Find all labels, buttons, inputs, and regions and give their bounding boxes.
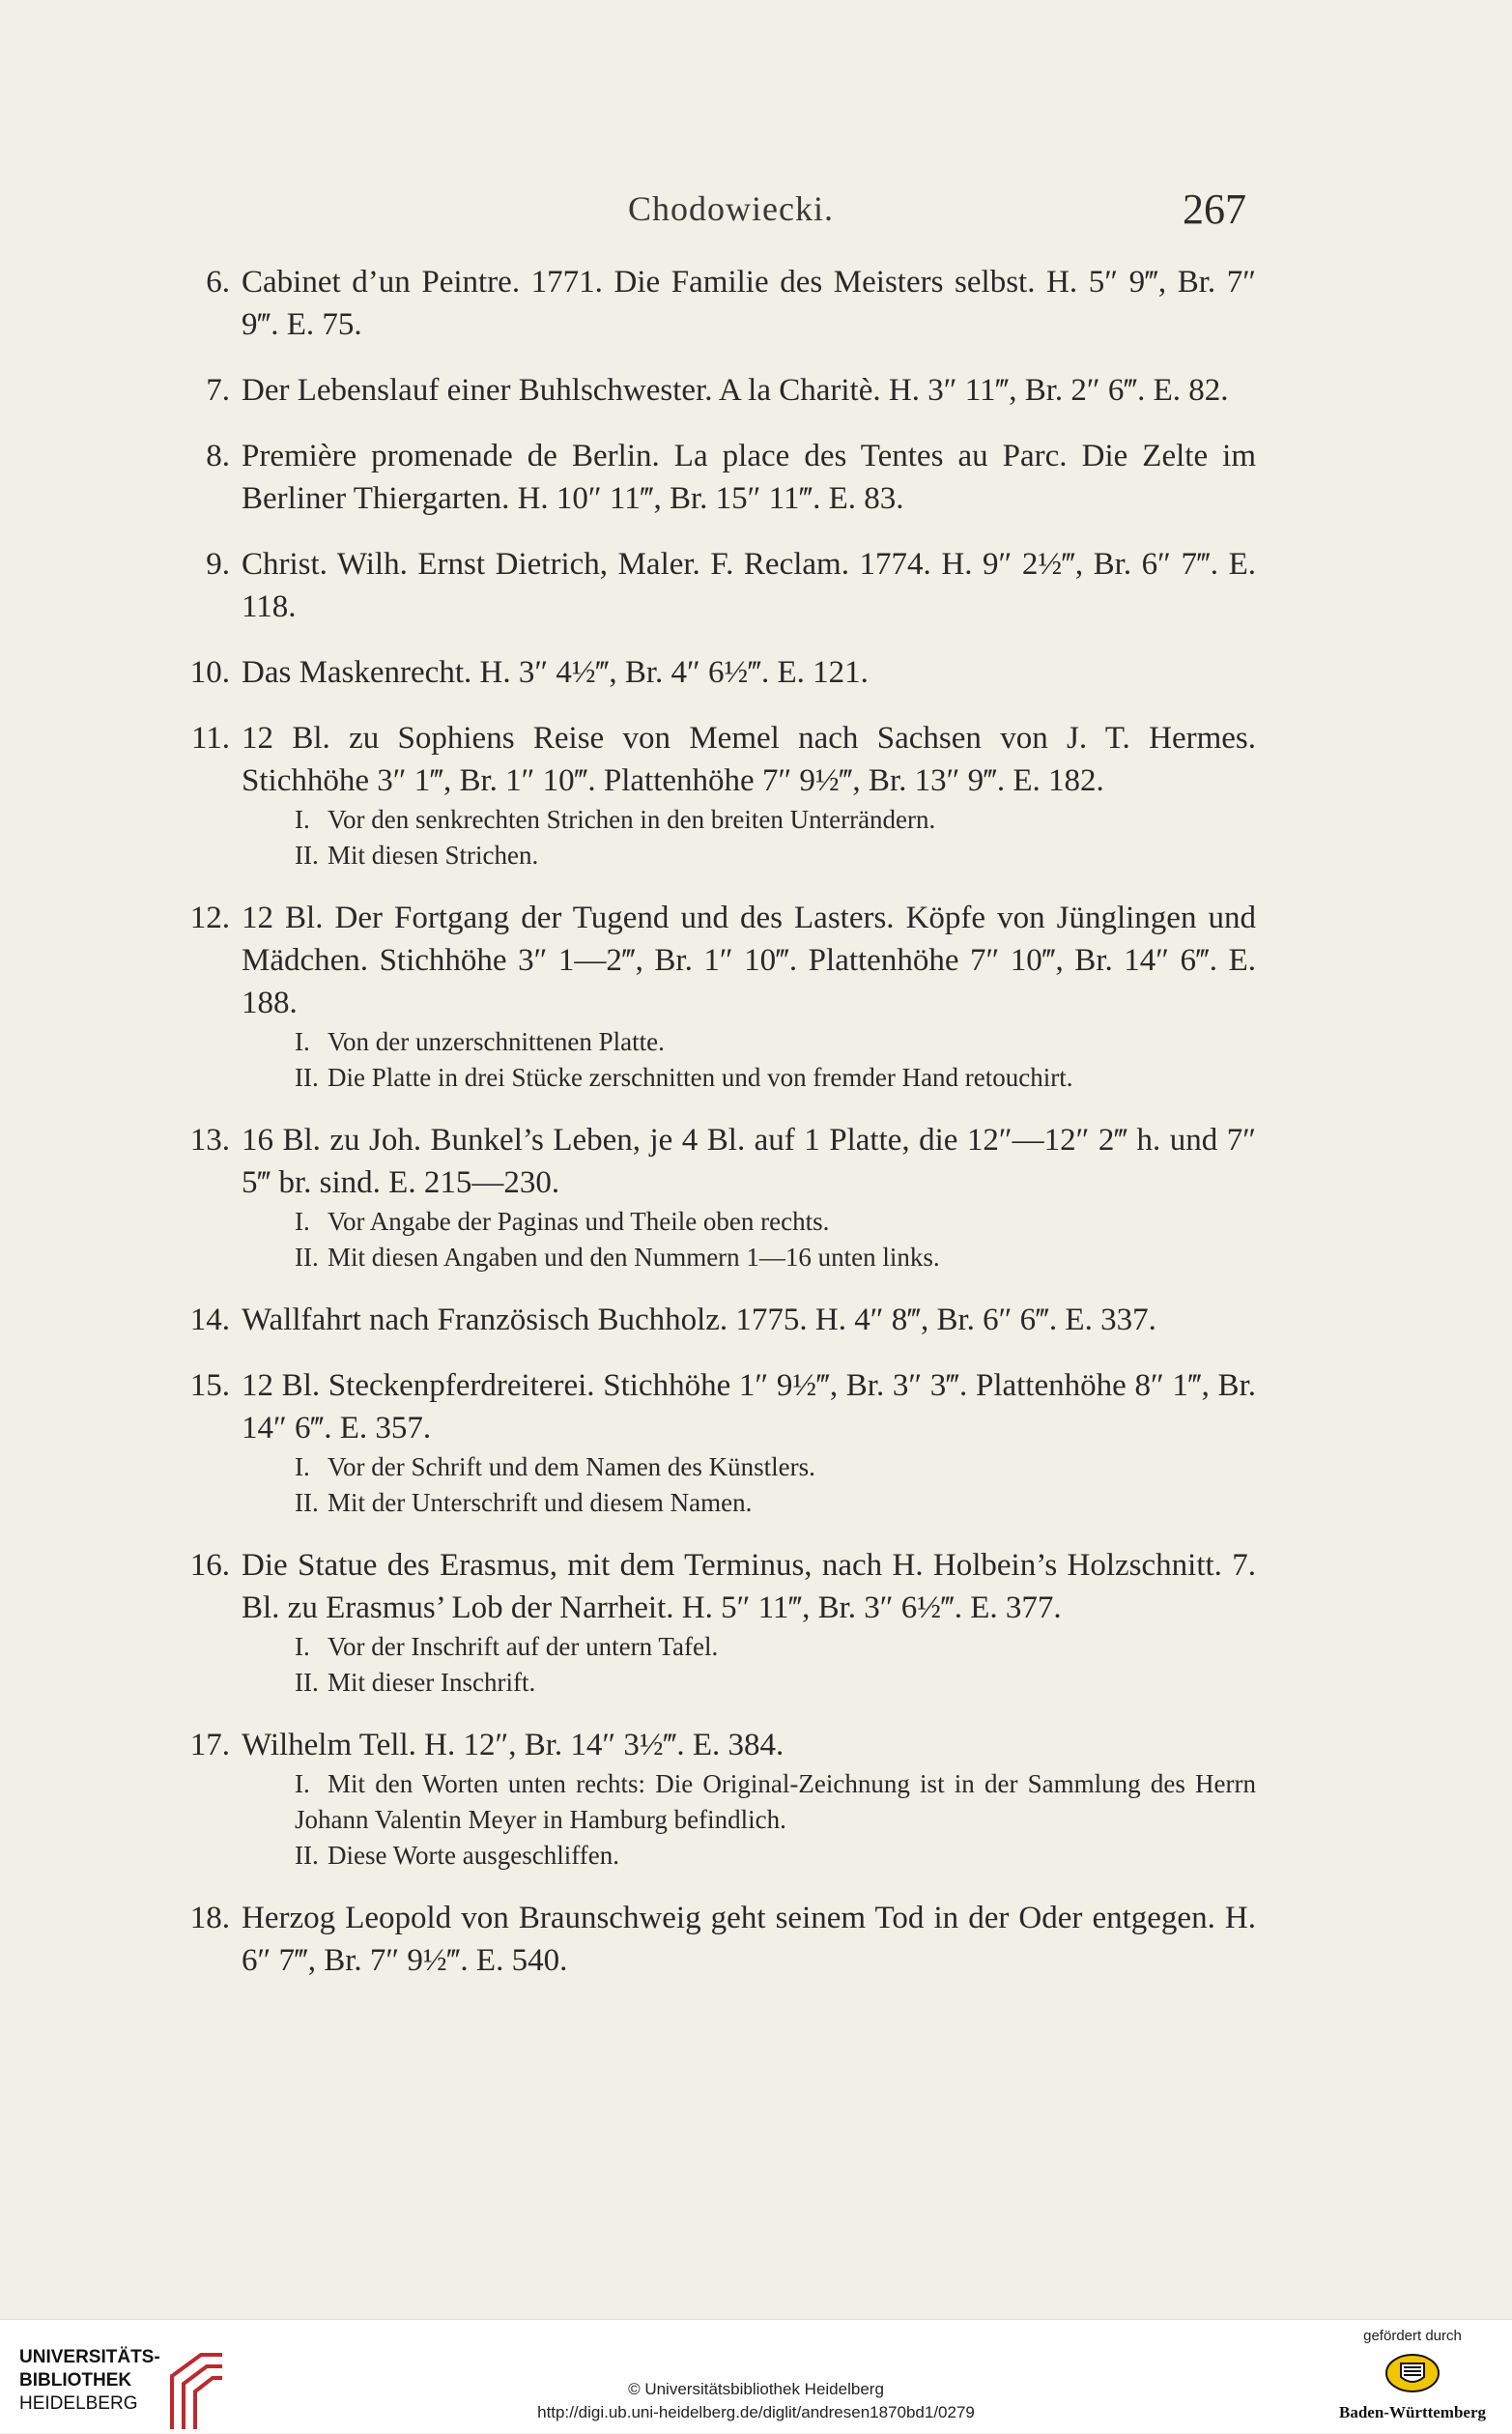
state-numeral: I.	[295, 1452, 310, 1481]
page-number: 267	[1183, 186, 1246, 233]
entry-number: 16.	[189, 1548, 230, 1583]
catalogue-entry	[164, 1544, 1256, 1701]
library-name-line1: UNIVERSITÄTS-	[19, 2347, 160, 2367]
state-description: Mit den Worten unten rechts: Die Original-Zeichnung ist in der Sammlung des Herrn Johann Valentin Meyer in Hamburg befindlich.	[295, 1769, 1256, 1834]
catalogue-entry	[164, 1299, 1256, 1341]
running-title: Chodowiecki.	[628, 189, 834, 228]
catalogue-entry	[164, 369, 1256, 412]
entry-number: 8.	[206, 439, 230, 473]
funded-by-label: gefördert durch	[1363, 2328, 1462, 2344]
library-name-line2: BIBLIOTHEK	[19, 2370, 132, 2391]
state-numeral: II.	[295, 1063, 319, 1092]
entry-description: Cabinet d’un Peintre. 1771. Die Familie des Meisters selbst. H. 5″ 9‴, Br. 7″ 9‴. E. 75.	[242, 265, 1256, 342]
state-numeral: II.	[295, 1243, 319, 1272]
print-state	[295, 1060, 1256, 1096]
catalogue-entry	[164, 651, 1256, 694]
state-numeral: II.	[295, 1488, 319, 1517]
print-state	[295, 1024, 1256, 1060]
entry-number: 14.	[189, 1303, 230, 1337]
entry-number: 11.	[190, 721, 230, 756]
catalogue-entries	[164, 261, 1256, 2005]
print-state	[295, 1665, 1256, 1701]
print-state	[295, 1240, 1256, 1275]
state-description: Von der unzerschnittenen Platte.	[328, 1027, 665, 1056]
state-numeral: I.	[295, 1769, 310, 1798]
funder-logo	[1330, 2328, 1495, 2429]
catalogue-entry	[164, 543, 1256, 628]
entry-description: Herzog Leopold von Braunschweig geht seinem Tod in der Oder entgegen. H. 6″ 7‴, Br. 7″ 9½‴. E. 540.	[242, 1901, 1256, 1978]
state-numeral: I.	[295, 1027, 310, 1056]
state-description: Vor der Inschrift auf der untern Tafel.	[328, 1632, 719, 1661]
entry-description: 12 Bl. zu Sophiens Reise von Memel nach Sachsen von J. T. Hermes. Stichhöhe 3″ 1‴, Br. 1″ 10‴. Plattenhöhe 7″ 9½‴, Br. 13″ 9‴. E. 182.	[242, 721, 1256, 798]
entry-description: 12 Bl. Der Fortgang der Tugend und des Lasters. Köpfe von Jünglingen und Mädchen. Stichhöhe 3″ 1—2‴, Br. 1″ 10‴. Plattenhöhe 7″ 10‴, Br. 14″ 6‴. E. 188.	[242, 901, 1256, 1020]
state-numeral: I.	[295, 805, 310, 834]
funder-name: Baden-Württemberg	[1338, 2403, 1487, 2421]
catalogue-entry	[164, 1364, 1256, 1521]
state-description: Mit diesen Strichen.	[328, 841, 539, 870]
library-name-line3: HEIDELBERG	[19, 2393, 138, 2414]
entry-description: 12 Bl. Steckenpferdreiterei. Stichhöhe 1″ 9½‴, Br. 3″ 3‴. Plattenhöhe 8″ 1‴, Br. 14″ 6‴. E. 357.	[242, 1368, 1256, 1446]
state-description: Mit diesen Angaben und den Nummern 1—16 unten links.	[328, 1243, 940, 1272]
entry-number: 12.	[189, 901, 230, 935]
state-numeral: II.	[295, 1668, 319, 1697]
entry-description: Wilhelm Tell. H. 12″, Br. 14″ 3½‴. E. 384.	[242, 1728, 785, 1762]
state-numeral: I.	[295, 1632, 310, 1661]
catalogue-entry	[164, 435, 1256, 520]
entry-number: 13.	[189, 1123, 230, 1158]
state-description: Vor der Schrift und dem Namen des Künstlers.	[328, 1452, 815, 1481]
permalink[interactable]: http://digi.ub.uni-heidelberg.de/diglit/andresen1870bd1/0279	[537, 2403, 975, 2421]
entry-description: Die Statue des Erasmus, mit dem Terminus, nach H. Holbein’s Holzschnitt. 7. Bl. zu Erasmus’ Lob der Narrheit. H. 5″ 11‴, Br. 3″ 6½‴. E. 377.	[242, 1548, 1256, 1625]
state-description: Mit der Unterschrift und diesem Namen.	[328, 1488, 753, 1517]
entry-number: 7.	[206, 373, 230, 408]
digitization-footer	[0, 2319, 1512, 2433]
catalogue-entry	[164, 1724, 1256, 1874]
page-header	[242, 188, 1246, 237]
print-state	[295, 802, 1256, 838]
print-state	[295, 1838, 1256, 1874]
entry-number: 10.	[189, 655, 230, 690]
state-numeral: II.	[295, 841, 319, 870]
state-description: Mit dieser Inschrift.	[328, 1668, 536, 1697]
entry-description: Das Maskenrecht. H. 3″ 4½‴, Br. 4″ 6½‴. E. 121.	[242, 655, 869, 690]
catalogue-entry	[164, 717, 1256, 873]
entry-number: 17.	[189, 1728, 230, 1762]
entry-description: Wallfahrt nach Französisch Buchholz. 1775. H. 4″ 8‴, Br. 6″ 6‴. E. 337.	[242, 1303, 1156, 1337]
catalogue-entry	[164, 897, 1256, 1096]
state-description: Diese Worte ausgeschliffen.	[328, 1841, 619, 1870]
state-numeral: II.	[295, 1841, 319, 1870]
entry-number: 18.	[189, 1901, 230, 1935]
state-numeral: I.	[295, 1207, 310, 1236]
state-description: Vor den senkrechten Strichen in den breiten Unterrändern.	[328, 805, 936, 834]
entry-number: 9.	[206, 547, 230, 582]
print-state	[295, 1485, 1256, 1521]
entry-description: Première promenade de Berlin. La place des Tentes au Parc. Die Zelte im Berliner Thiergarten. H. 10″ 11‴, Br. 15″ 11‴. E. 83.	[242, 439, 1256, 516]
entry-number: 15.	[189, 1368, 230, 1403]
entry-description: 16 Bl. zu Joh. Bunkel’s Leben, je 4 Bl. auf 1 Platte, die 12″—12″ 2‴ h. und 7″ 5‴ br. sind. E. 215—230.	[242, 1123, 1256, 1200]
catalogue-entry	[164, 261, 1256, 346]
copyright-notice: © Universitätsbibliothek Heidelberg	[628, 2380, 884, 2398]
print-state	[295, 1449, 1256, 1485]
coat-of-arms-icon	[1384, 2352, 1441, 2394]
catalogue-entry	[164, 1119, 1256, 1275]
print-state	[295, 1766, 1256, 1838]
catalogue-entry	[164, 1897, 1256, 1982]
print-state	[295, 1204, 1256, 1240]
entry-description: Der Lebenslauf einer Buhlschwester. A la Charitè. H. 3″ 11‴, Br. 2″ 6‴. E. 82.	[242, 373, 1229, 408]
entry-description: Christ. Wilh. Ernst Dietrich, Maler. F. Reclam. 1774. H. 9″ 2½‴, Br. 6″ 7‴. E. 118.	[242, 547, 1256, 624]
state-description: Die Platte in drei Stücke zerschnitten und von fremder Hand retouchirt.	[328, 1063, 1073, 1092]
print-state	[295, 838, 1256, 873]
entry-number: 6.	[206, 265, 230, 300]
print-state	[295, 1629, 1256, 1665]
state-description: Vor Angabe der Paginas und Theile oben rechts.	[328, 1207, 830, 1236]
